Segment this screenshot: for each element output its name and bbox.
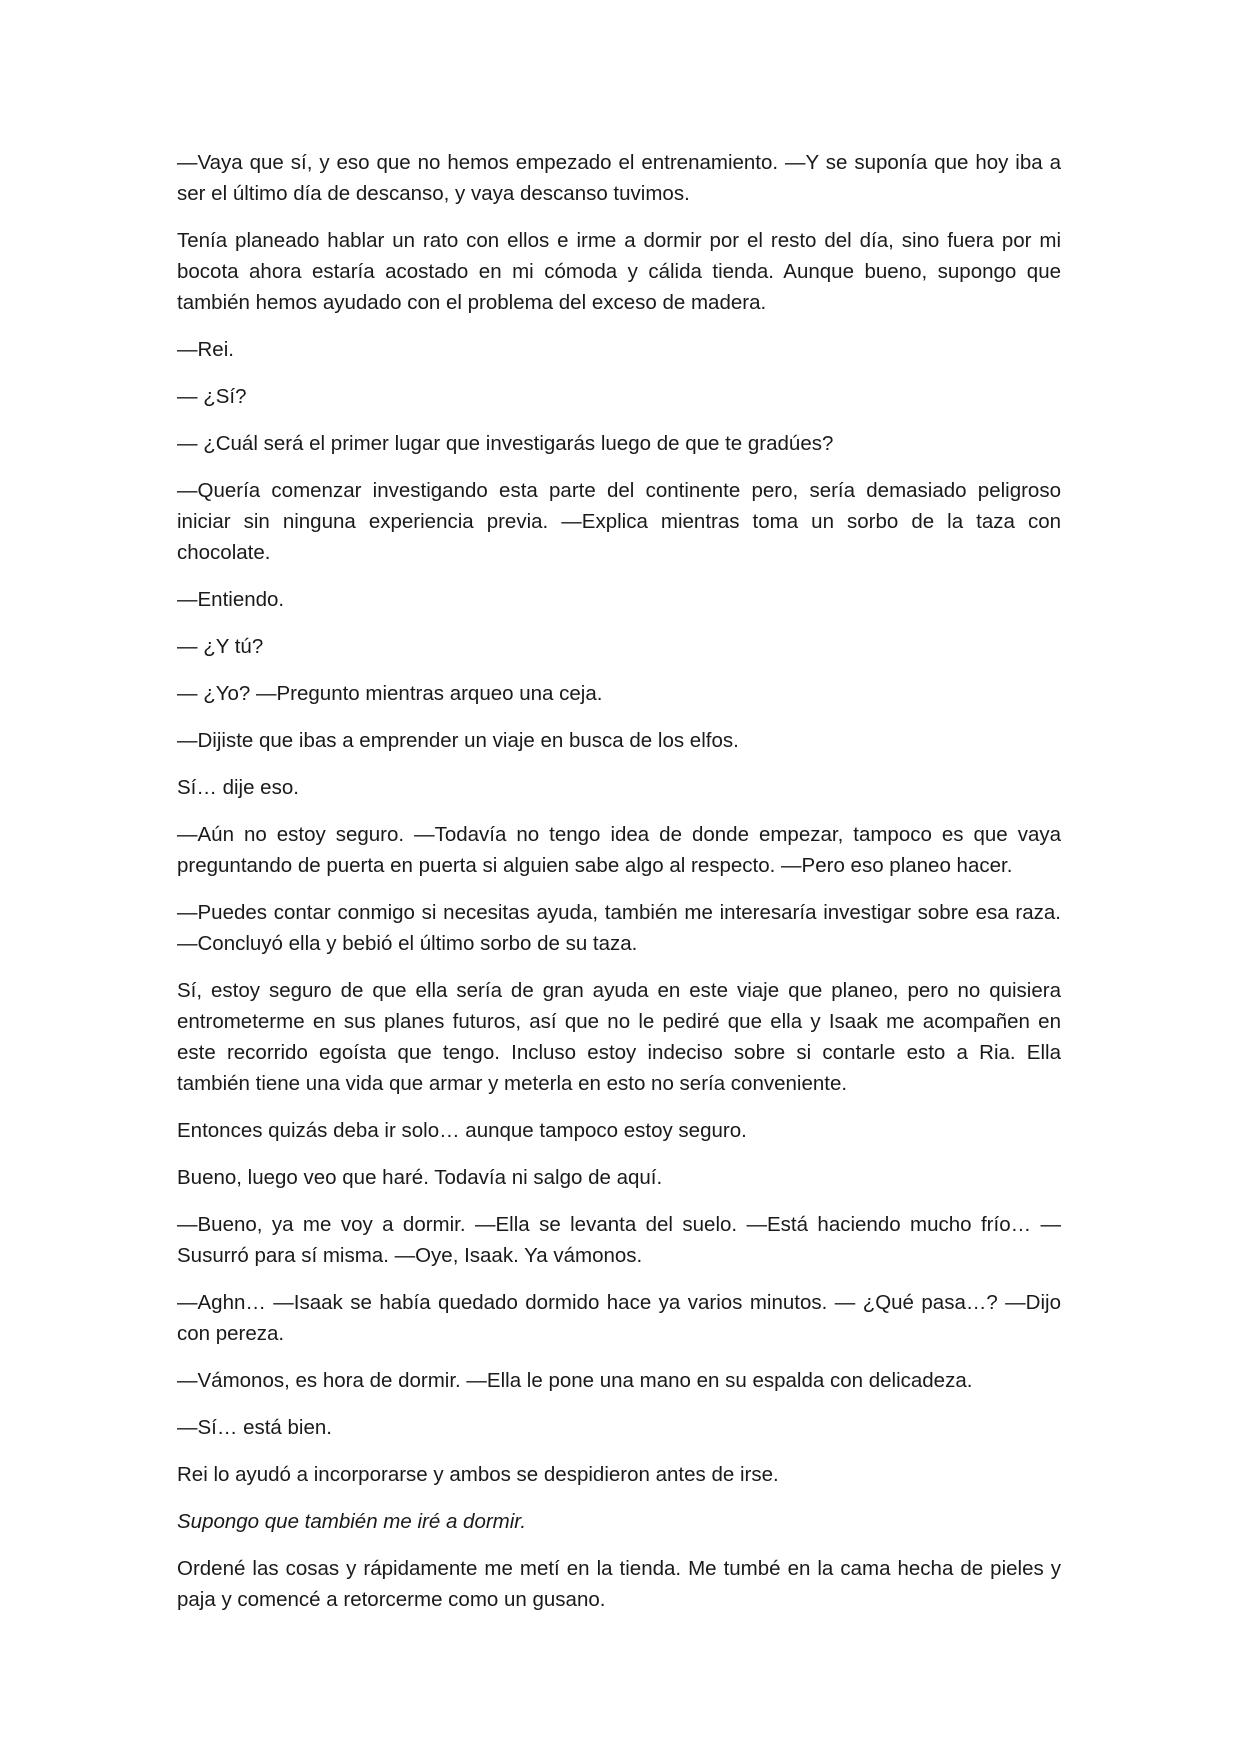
paragraph: — ¿Sí? bbox=[177, 385, 247, 408]
paragraph: — ¿Y tú? bbox=[177, 635, 264, 658]
paragraph: Entonces quizás deba ir solo… aunque tampoco estoy seguro. bbox=[177, 1119, 747, 1142]
paragraph: Rei lo ayudó a incorporarse y ambos se despidieron antes de irse. bbox=[177, 1463, 779, 1486]
paragraph: Sí… dije eso. bbox=[177, 776, 299, 799]
paragraph: Bueno, luego veo que haré. Todavía ni salgo de aquí. bbox=[177, 1166, 663, 1189]
document-page bbox=[177, 147, 1061, 1631]
paragraph: —Aún no estoy seguro. —Todavía no tengo idea de donde empezar, tampoco es que vaya preguntando de puerta en puerta si alguien sabe algo al respecto. —Pero eso planeo hacer. bbox=[177, 823, 1061, 877]
paragraph: —Puedes contar conmigo si necesitas ayuda, también me interesaría investigar sobre esa raza. —Concluyó ella y bebió el último sorbo de su taza. bbox=[177, 901, 1061, 955]
paragraph: Sí, estoy seguro de que ella sería de gran ayuda en este viaje que planeo, pero no quisiera entrometerme en sus planes futuros, así que no le pediré que ella y Isaak me acompañen en este recorrido egoísta que tengo. Incluso estoy indeciso sobre si contarle esto a Ria. Ella también tiene una vida que armar y meterla en esto no sería conveniente. bbox=[177, 979, 1061, 1095]
paragraph: — ¿Cuál será el primer lugar que investigarás luego de que te gradúes? bbox=[177, 432, 834, 455]
paragraph: —Dijiste que ibas a emprender un viaje en busca de los elfos. bbox=[177, 729, 739, 752]
paragraph: —Vaya que sí, y eso que no hemos empezado el entrenamiento. —Y se suponía que hoy iba a ser el último día de descanso, y vaya descanso tuvimos. bbox=[177, 151, 1061, 205]
paragraph: —Bueno, ya me voy a dormir. —Ella se levanta del suelo. —Está haciendo mucho frío… —Susurró para sí misma. —Oye, Isaak. Ya vámonos. bbox=[177, 1213, 1061, 1267]
paragraph: —Rei. bbox=[177, 338, 234, 361]
paragraph: —Quería comenzar investigando esta parte del continente pero, sería demasiado peligroso iniciar sin ninguna experiencia previa. —Explica mientras toma un sorbo de la taza con chocolate. bbox=[177, 479, 1061, 564]
italic-paragraph: Supongo que también me iré a dormir. bbox=[177, 1510, 527, 1533]
paragraph: Ordené las cosas y rápidamente me metí en la tienda. Me tumbé en la cama hecha de pieles y paja y comencé a retorcerme como un gusano. bbox=[177, 1557, 1061, 1611]
paragraph: —Entiendo. bbox=[177, 588, 285, 611]
paragraph: —Vámonos, es hora de dormir. —Ella le pone una mano en su espalda con delicadeza. bbox=[177, 1369, 973, 1392]
paragraph: —Sí… está bien. bbox=[177, 1416, 332, 1439]
paragraph: —Aghn… —Isaak se había quedado dormido hace ya varios minutos. — ¿Qué pasa…? —Dijo con pereza. bbox=[177, 1291, 1061, 1345]
paragraph: Tenía planeado hablar un rato con ellos e irme a dormir por el resto del día, sino fuera por mi bocota ahora estaría acostado en mi cómoda y cálida tienda. Aunque bueno, supongo que también hemos ayudado con el problema del exceso de madera. bbox=[177, 229, 1061, 314]
paragraph: — ¿Yo? —Pregunto mientras arqueo una ceja. bbox=[177, 682, 603, 705]
